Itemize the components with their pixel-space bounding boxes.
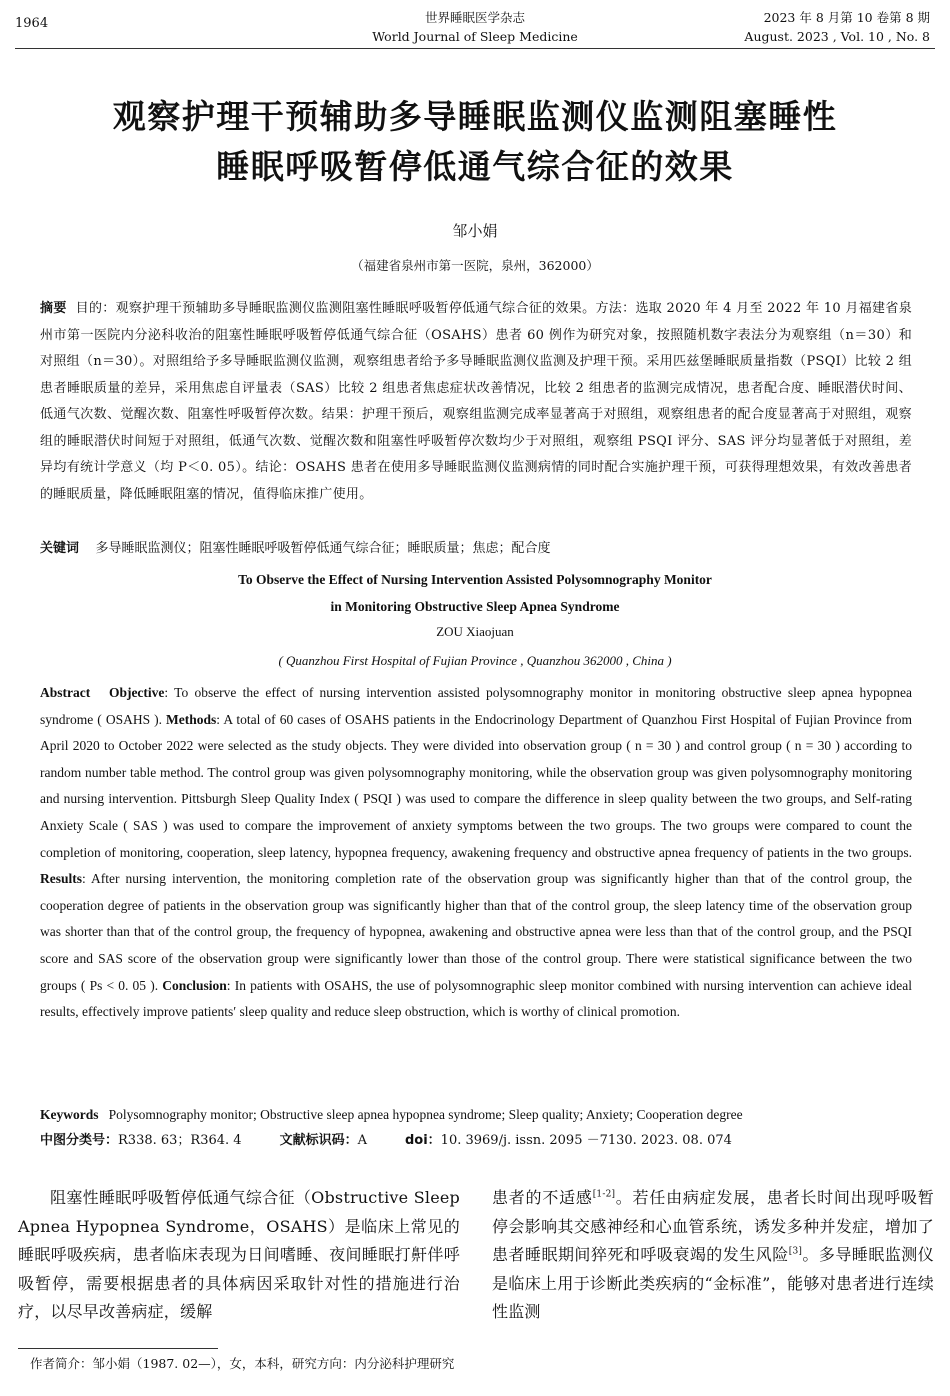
methods-text: : A total of 60 cases of OSAHS patients in the Endocrinology Department of Quanzhou First Hospital of Fujian Province from April 2020 to October 2022 were selected as the study objects. They were divided into observation group ( n = 30 ) and control group ( n = 30 ) according to random number table method. The control group was given polysomnography monitoring, while the observation group was given polysomnography monitoring and nursing intervention. Pittsburgh Sleep Quality Index ( PSQI ) was used to compare the difference in sleep quality between the two groups, and Self-rating Anxiety Scale ( SAS ) was used to compare the improvement of anxiety symptoms between the two groups. The two groups were compared to count the completion of monitoring, cooperation, sleep latency, hypopnea frequency, awakening frequency and obstructive apnea frequency of patients in the two groups. (40, 711, 913, 860)
paper-title-cn-line1: 观察护理干预辅助多导睡眠监测仪监测阻塞睡性 (112, 97, 838, 136)
journal-name-cn: 世界睡眠医学杂志 (424, 10, 525, 25)
citation-1-2: [1-2] (592, 1189, 616, 1200)
clc-value: R338. 63；R364. 4 (118, 1133, 242, 1148)
citation-3: [3] (788, 1246, 803, 1257)
abstract-cn (40, 296, 912, 508)
paper-title-cn (0, 92, 950, 192)
affiliation-cn: （福建省泉州市第一医院，泉州，362000） (351, 258, 599, 273)
objective-label: Objective (108, 685, 165, 700)
clc-label: 中图分类号： (40, 1133, 119, 1148)
affiliation-en: ( Quanzhou First Hospital of Fujian Province , Quanzhou 362000 , China ) (278, 653, 672, 668)
issue-info (670, 8, 930, 46)
paper-title-en-line2: in Monitoring Obstructive Sleep Apnea Syndrome (330, 599, 620, 614)
methods-label: Methods (166, 711, 217, 727)
keywords-en-label: Keywords (40, 1107, 99, 1122)
issue-info-en: August. 2023 , Vol. 10 , No. 8 (744, 29, 930, 44)
doi-label: doi： (404, 1133, 441, 1148)
paper-title-en (0, 566, 950, 620)
conclusion-label: Conclusion (162, 977, 227, 993)
results-text: : After nursing intervention, the monitoring completion rate of the observation group was significantly higher than that of the control group, the cooperation degree of patients in the observation group was significantly higher than that of the control group, the sleep latency time of the observation group was shorter than that of the control group, the frequency of hypopnea, awakening and obstructive apnea were less than that of the control group, and the PSQI score and SAS score of the observation group were significantly lower than those of the control group. There were statistical significance between the two groups ( Ps < 0. 05 ). (40, 871, 912, 993)
paper-title-en-line1: To Observe the Effect of Nursing Intervention Assisted Polysomnography Monitor (238, 572, 712, 587)
body-right-text-a: 患者的不适感 (492, 1188, 593, 1207)
keywords-en (40, 1104, 912, 1126)
author-en: ZOU Xiaojuan (436, 624, 514, 639)
abstract-cn-label: 摘要 (40, 301, 67, 316)
abstract-en-label: Abstract (40, 685, 91, 700)
keywords-cn-text: 多导睡眠监测仪；阻塞性睡眠呼吸暂停低通气综合征；睡眠质量；焦虑；配合度 (95, 541, 551, 556)
body-right-text-c: 。多导睡眠监测仪是临床上用于诊断此类疾病的“金标准”，能够对患者进行连续性监测 (492, 1245, 934, 1321)
footnote-rule (18, 1348, 218, 1349)
keywords-cn (40, 538, 912, 560)
abstract-cn-text: 目的：观察护理干预辅助多导睡眠监测仪监测阻塞性睡眠呼吸暂停低通气综合征的效果。方法：选取 2020 年 4 月至 2022 年 10 月福建省泉州市第一医院内分泌科收治的阻塞性睡眠呼吸暂停低通气综合征（OSAHS）患者 60 例作为研究对象，按照随机数字表法分为观察组（n＝30）和对照组（n＝30）。对照组给予多导睡眠监测仪监测，观察组患者给予多导睡眠监测仪监测及护理干预。采用匹兹堡睡眠质量指数（PSQI）比较 2 组患者睡眠质量的差异，采用焦虑自评量表（SAS）比较 2 组患者焦虑症状改善情况，比较 2 组患者的监测完成情况，患者配合度、睡眠潜伏时间、低通气次数、觉醒次数、阻塞性呼吸暂停次数。结果：护理干预后，观察组监测完成率显著高于对照组，观察组患者的配合度显著高于对照组，观察组的睡眠潜伏时间短于对照组，低通气次数、觉醒次数和阻塞性呼吸暂停次数均少于对照组，观察组 PSQI 评分、SAS 评分均显著低于对照组，差异均有统计学意义（均 P＜0. 05）。结论：OSAHS 患者在使用多导睡眠监测仪监测病情的同时配合实施护理干预，可获得理想效果，有效改善患者的睡眠质量，降低睡眠阻塞的情况，值得临床推广使用。 (40, 301, 913, 502)
journal-name-en: World Journal of Sleep Medicine (372, 29, 578, 44)
keywords-en-text: Polysomnography monitor; Obstructive sleep apnea hypopnea syndrome; Sleep quality; Anxiety; Cooperation degree (108, 1107, 743, 1122)
doi-value: 10. 3969/j. issn. 2095 －7130. 2023. 08. 074 (440, 1133, 732, 1148)
page-number: 1964 (15, 16, 49, 31)
results-label: Results (40, 871, 83, 887)
objective-text: : To observe the effect of nursing intervention assisted polysomnography monitor in monitoring obstructive sleep apnea hypopnea syndrome ( OSAHS ). (40, 685, 912, 727)
classification-line (40, 1130, 912, 1152)
journal-name (360, 8, 590, 46)
header-rule (15, 48, 935, 49)
abstract-en (40, 680, 912, 1026)
body-column-right (492, 1184, 934, 1327)
body-column-left: 阻塞性睡眠呼吸暂停低通气综合征（Obstructive Sleep Apnea Hypopnea Syndrome，OSAHS）是临床上常见的睡眠呼吸疾病，患者临床表现为日间嗜睡、夜间睡眠打鼾伴呼吸暂停，需要根据患者的具体病因采取针对性的措施进行治疗，以尽早改善病症，缓解 (18, 1188, 460, 1321)
issue-info-cn: 2023 年 8 月第 10 卷第 8 期 (763, 10, 930, 25)
body-right-text-b: 。若任由病症发展，患者长时间出现呼吸暂停会影响其交感神经和心血管系统，诱发多种并发症，增加了患者睡眠期间猝死和呼吸衰竭的发生风险 (492, 1188, 934, 1264)
author-footnote: 作者简介：邹小娟（1987. 02—），女，本科，研究方向：内分泌科护理研究 (30, 1356, 455, 1371)
author-cn: 邹小娟 (452, 222, 498, 240)
doc-code-value: A (357, 1133, 367, 1148)
conclusion-text: : In patients with OSAHS, the use of polysomnographic sleep monitor combined with nursing intervention can achieve ideal results, effectively improve patients′ sleep quality and reduce sleep obstruction, which is worthy of clinical promotion. (40, 977, 912, 1020)
paper-title-cn-line2: 睡眠呼吸暂停低通气综合征的效果 (216, 147, 734, 186)
doc-code-label: 文献标识码： (279, 1133, 358, 1148)
keywords-cn-label: 关键词 (40, 541, 80, 556)
